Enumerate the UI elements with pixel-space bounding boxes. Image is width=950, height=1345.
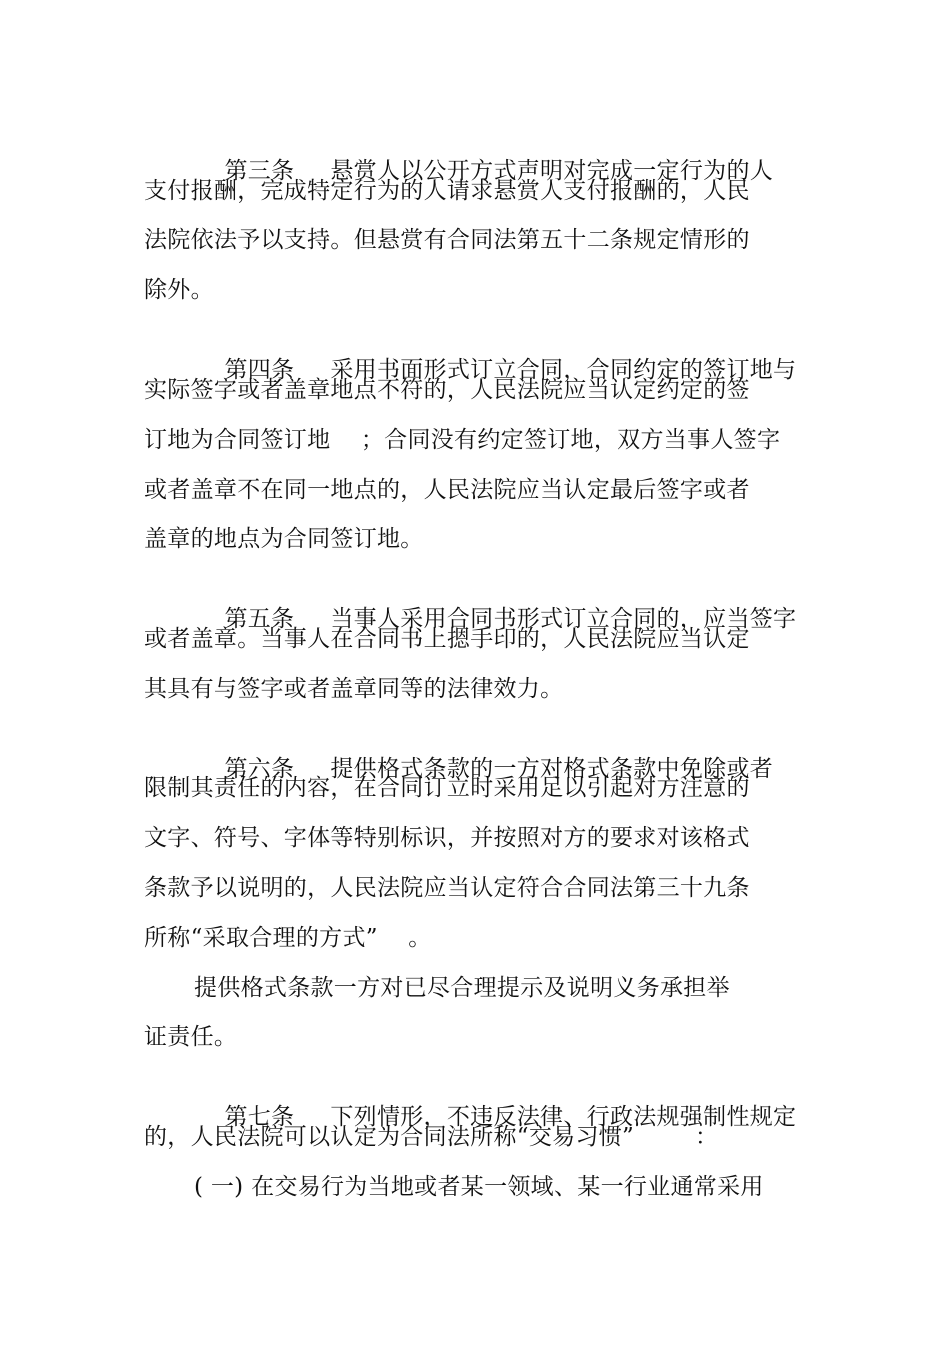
article-7-label: 第七条	[224, 1104, 295, 1130]
text-line: 其具有与签字或者盖章同等的法律效力。	[144, 676, 564, 702]
text-line: 或者盖章。当事人在合同书上摁手印的，人民法院应当认定	[144, 626, 750, 652]
article-4-label: 第四条	[224, 357, 295, 383]
text-line: 证责任。	[144, 1024, 238, 1050]
text-line: 或者盖章不在同一地点的，人民法院应当认定最后签字或者	[144, 477, 750, 503]
text-line: 采用书面形式订立合同，合同约定的签订地与	[330, 357, 797, 383]
article-5-label: 第五条	[224, 606, 295, 632]
text-line: 所称“采取合理的方式” 。	[144, 925, 432, 951]
text-line: 提供格式条款的一方对格式条款中免除或者	[330, 756, 774, 782]
text-line: 除外。	[144, 277, 214, 303]
text-line: 支付报酬，完成特定行为的人请求悬赏人支付报酬的，人民	[144, 178, 750, 204]
text-line: 限制其责任的内容，在合同订立时采用足以引起对方注意的	[144, 775, 750, 801]
text-line: 的，人民法院可以认定为合同法所称“交易习惯” ：	[144, 1124, 719, 1150]
text-line: 条款予以说明的，人民法院应当认定符合合同法第三十九条	[144, 875, 750, 901]
text-line: 悬赏人以公开方式声明对完成一定行为的人	[330, 158, 774, 184]
article-6-label: 第六条	[224, 756, 295, 782]
text-line: 下列情形，不违反法律、行政法规强制性规定	[330, 1104, 797, 1130]
text-line: 订地为合同签订地 ；合同没有约定签订地，双方当事人签字	[144, 427, 781, 453]
text-line: 当事人采用合同书形式订立合同的，应当签字	[330, 606, 797, 632]
text-line: 法院依法予以支持。但悬赏有合同法第五十二条规定情形的	[144, 227, 750, 253]
text-line: 文字、符号、字体等特别标识，并按照对方的要求对该格式	[144, 825, 750, 851]
text-line: ( 一) 在交易行为当地或者某一领域、某一行业通常采用	[194, 1174, 764, 1200]
text-line: 实际签字或者盖章地点不符的，人民法院应当认定约定的签	[144, 377, 750, 403]
text-line: 盖章的地点为合同签订地。	[144, 526, 424, 552]
text-line: 提供格式条款一方对已尽合理提示及说明义务承担举	[194, 975, 730, 1001]
article-3-label: 第三条	[224, 158, 295, 184]
